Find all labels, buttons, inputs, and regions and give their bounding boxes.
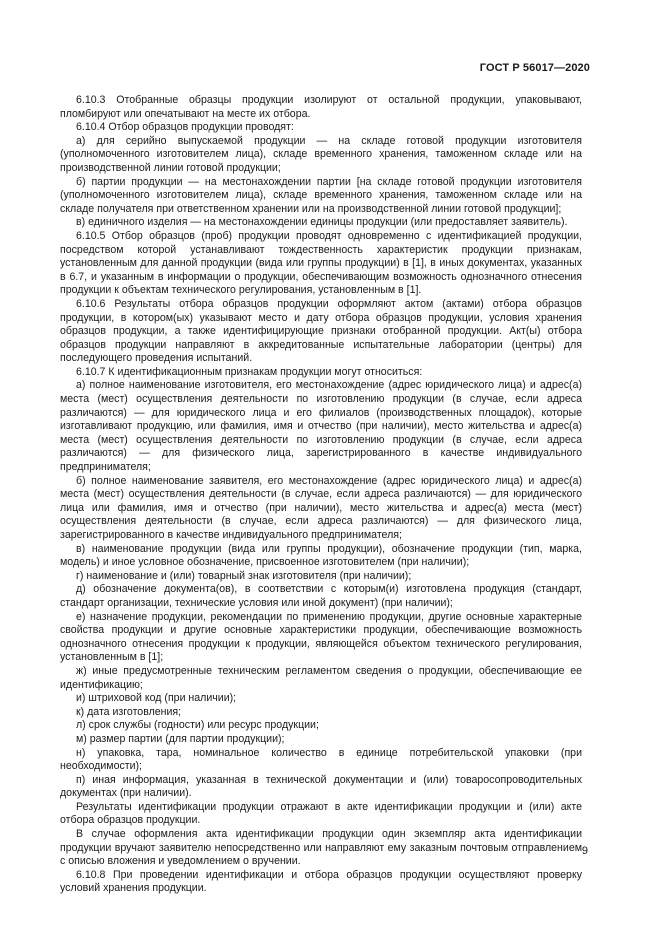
page-number: 9 xyxy=(581,845,588,857)
paragraph: Результаты идентификации продукции отражают в акте идентификации продукции и (или) акте отбора образцов продукции. xyxy=(60,800,582,827)
paragraph: л) срок службы (годности) или ресурс продукции; xyxy=(76,719,319,732)
paragraph: 6.10.5 Отбор образцов (проб) продукции проводят одновременно с идентификацией продукции, посредством которой устанавливают тождественность характеристик продукции признакам, установленным для данной продукции (вида или группы продукции) в [1], в иных документах, указанных в 6.7, и указанным в информации о продукции, обеспечивающим возможность однозначного отнесения продукции к объектам технического регулирования, установленным в [1]. xyxy=(60,229,582,297)
paragraph: 6.10.8 При проведении идентификации и отбора образцов продукции осуществляют проверку условий хранения продукции. xyxy=(60,868,582,895)
paragraph: В случае оформления акта идентификации продукции один экземпляр акта идентификации продукции вручают заявителю непосредственно или направляют ему заказным почтовым отправлением с описью вложения и уведомлением о вручении. xyxy=(60,828,582,868)
paragraph: в) единичного изделия — на местонахождении единицы продукции (или предоставляет заявитель). xyxy=(76,216,568,229)
paragraph: б) полное наименование заявителя, его местонахождение (адрес юридического лица) и адрес(а) места (мест) осуществления деятельности (в случае, если адреса различаются) — для юридического лица или фамилия, имя и отчество (при наличии), место жительства и адрес(а) места (мест) осуществления деятельности (в случае, если адреса различаются) — для физического лица, зарегистрированного в качестве индивидуального предпринимателя; xyxy=(60,474,582,541)
paragraph: п) иная информация, указанная в технической документации и (или) товаросопроводительных документах (при наличии). xyxy=(60,773,582,800)
paragraph: в) наименование продукции (вида или группы продукции), обозначение продукции (тип, марка, модель) и иное условное обозначение, присвоенное изготовителем (при наличии); xyxy=(60,542,582,569)
paragraph: м) размер партии (для партии продукции); xyxy=(76,732,285,745)
paragraph: а) полное наименование изготовителя, его местонахождение (адрес юридического лица) и адрес(а) места (мест) осуществления деятельности по изготовлению продукции (в случае, если адреса различаются) — для юридического лица и его филиалов (производственных площадок), которые изготавливают продукцию, или фамилия, имя и отчество (при наличии), место жительства и адрес(а) места (мест) осуществления деятельности по изготовлению продукции (в случае, если адреса различаются) — для физического лица, зарегистрированного в качестве индивидуального предпринимателя; xyxy=(60,379,582,474)
paragraph: 6.10.3 Отобранные образцы продукции изолируют от остальной продукции, упаковывают, пломбируют или опечатывают на месте их отбора. xyxy=(60,94,582,120)
paragraph: 6.10.4 Отбор образцов продукции проводят: xyxy=(76,121,294,134)
paragraph: 6.10.6 Результаты отбора образцов продукции оформляют актом (актами) отбора образцов продукции, в котором(ых) указывают место и дату отбора образцов продукции, условия хранения образцов продукции, а также идентифицирующие признаки отобранной продукции. Акт(ы) отбора образцов продукции направляют в аккредитованные испытательные лаборатории (центры) для последующего проведения испытаний. xyxy=(60,297,582,365)
paragraph: и) штриховой код (при наличии); xyxy=(76,692,237,705)
paragraph: д) обозначение документа(ов), в соответствии с которым(и) изготовлена продукция (стандарт, стандарт организации, технические условия или иной документ) (при наличии); xyxy=(60,583,582,609)
paragraph: е) назначение продукции, рекомендации по применению продукции, другие основные характерные свойства продукции и другие основные характеристики продукции, обеспечивающие возможность однозначного отнесения продукции к продукции, являющейся объектом технического регулирования, установленным в [1]; xyxy=(60,610,582,664)
paragraph: г) наименование и (или) товарный знак изготовителя (при наличии); xyxy=(76,569,412,582)
paragraph: н) упаковка, тара, номинальное количество в единице потребительской упаковки (при необходимости); xyxy=(60,746,582,773)
document-code-header: ГОСТ Р 56017—2020 xyxy=(479,62,590,74)
paragraph: к) дата изготовления; xyxy=(76,705,182,718)
paragraph: 6.10.7 К идентификационным признакам продукции могут относиться: xyxy=(76,365,423,378)
document-body xyxy=(60,94,582,896)
paragraph: ж) иные предусмотренные техническим регламентом сведения о продукции, обеспечивающие ее идентификацию; xyxy=(60,664,582,691)
paragraph: б) партии продукции — на местонахождении партии [на складе готовой продукции изготовителя (уполномоченного изготовителем лица), складе временного хранения, таможенном складе или на складе получателя при ответственном хранении или на производственной линии готовой продукции]; xyxy=(60,175,582,215)
paragraph: а) для серийно выпускаемой продукции — на складе готовой продукции изготовителя (уполномоченного изготовителем лица), складе временного хранения, таможенном складе или на производственной линии готовой продукции; xyxy=(60,134,582,174)
